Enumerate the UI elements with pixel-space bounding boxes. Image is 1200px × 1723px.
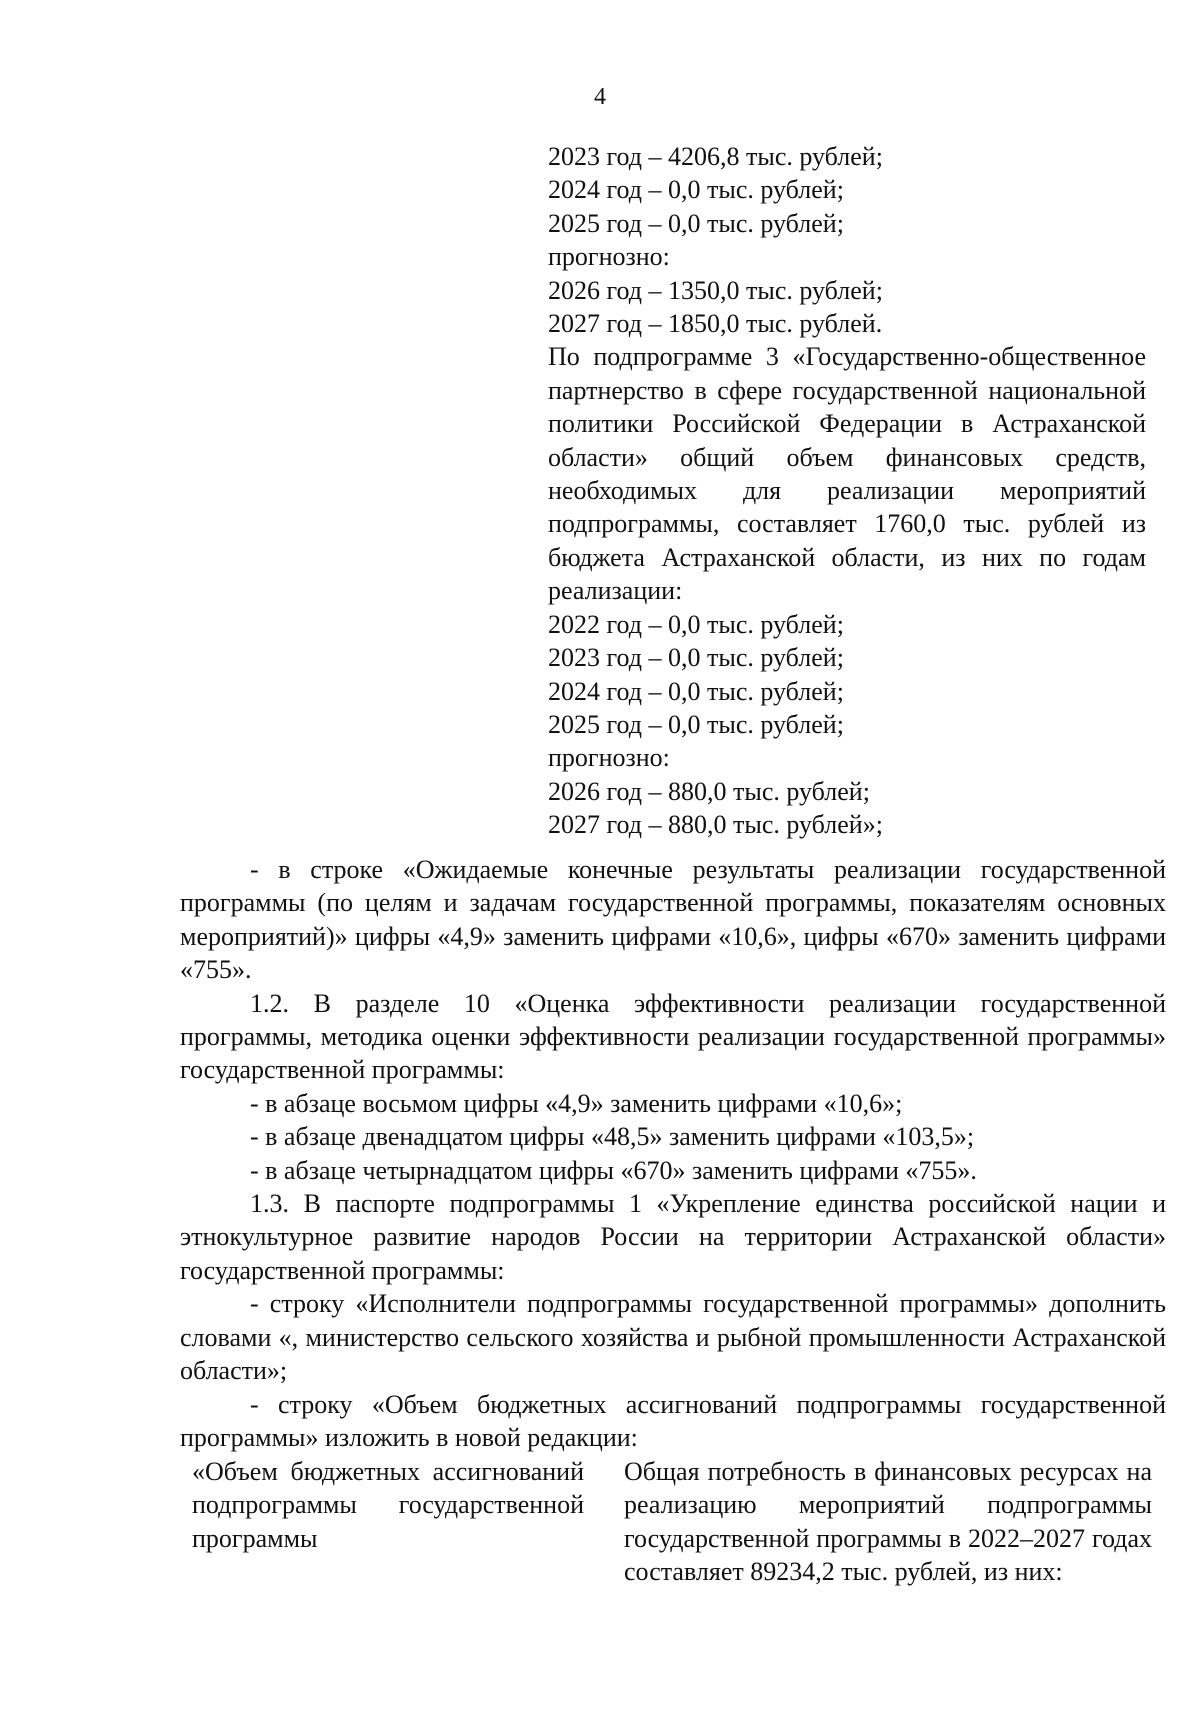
financing-line: 2025 год – 0,0 тыс. рублей; [548,208,844,238]
body-paragraph: - строку «Объем бюджетных ассигнований подпрограммы государственной программы» изложить в новой редакции: [180,1389,1166,1452]
financing-line: 2024 год – 0,0 тыс. рублей; [548,175,844,205]
financing-line: 2026 год – 880,0 тыс. рублей; [548,776,870,806]
body-paragraph: - в абзаце восьмом цифры «4,9» заменить цифрами «10,6»; [250,1088,903,1118]
financing-line: 2026 год – 1350,0 тыс. рублей; [548,275,883,305]
body-paragraph: 1.2. В разделе 10 «Оценка эффективности реализации государственной программы, методика оценки эффективности реализации государственной программы» государственной программы: [180,988,1166,1085]
financing-line: 2023 год – 0,0 тыс. рублей; [548,643,844,673]
financing-line: 2027 год – 1850,0 тыс. рублей. [548,309,883,339]
financing-line: 2023 год – 4206,8 тыс. рублей; [548,142,883,171]
financing-line: 2022 год – 0,0 тыс. рублей; [548,609,844,639]
page-number: 4 [594,84,606,110]
body-paragraph: - строку «Исполнители подпрограммы государственной программы» дополнить словами «, министерство сельского хозяйства и рыбной промышленности Астраханской области»; [180,1289,1166,1386]
amendments-text [180,853,1166,1454]
subprogram-3-paragraph: По подпрограмме 3 «Государственно-общественное партнерство в сфере государственной национальной политики Российской Федерации в Астраханской области» общий объем финансовых средств, необходимых для реализации мероприятий подпрограммы, составляет 1760,0 тыс. рублей из бюджета Астраханской области, из них по годам реализации: [548,342,1146,606]
forecast-label: прогнозно: [548,242,670,272]
financing-block [548,140,1146,842]
table-cell-label: «Объем бюджетных ассигнований подпрограммы государственной программы [192,1457,584,1553]
forecast-label: прогнозно: [548,743,670,773]
body-paragraph: - в абзаце двенадцатом цифры «48,5» заменить цифрами «103,5»; [250,1122,975,1152]
body-paragraph: - в строке «Ожидаемые конечные результаты реализации государственной программы (по целям и задачам государственной программы, показателям основных мероприятий)» цифры «4,9» заменить цифрами «10,6», цифры «670» заменить цифрами «755». [180,855,1166,985]
body-paragraph: 1.3. В паспорте подпрограммы 1 «Укрепление единства российской нации и этнокультурное развитие народов России на территории Астраханской области» государственной программы: [180,1189,1166,1285]
table-cell-value: Общая потребность в финансовых ресурсах на реализацию мероприятий подпрограммы государственной программы в 2022–2027 годах составляет 89234,2 тыс. рублей, из них: [624,1457,1152,1587]
financing-line: 2024 год – 0,0 тыс. рублей; [548,676,844,706]
body-paragraph: - в абзаце четырнадцатом цифры «670» заменить цифрами «755». [250,1155,977,1185]
financing-line: 2025 год – 0,0 тыс. рублей; [548,709,844,739]
financing-line: 2027 год – 880,0 тыс. рублей»; [548,810,883,840]
